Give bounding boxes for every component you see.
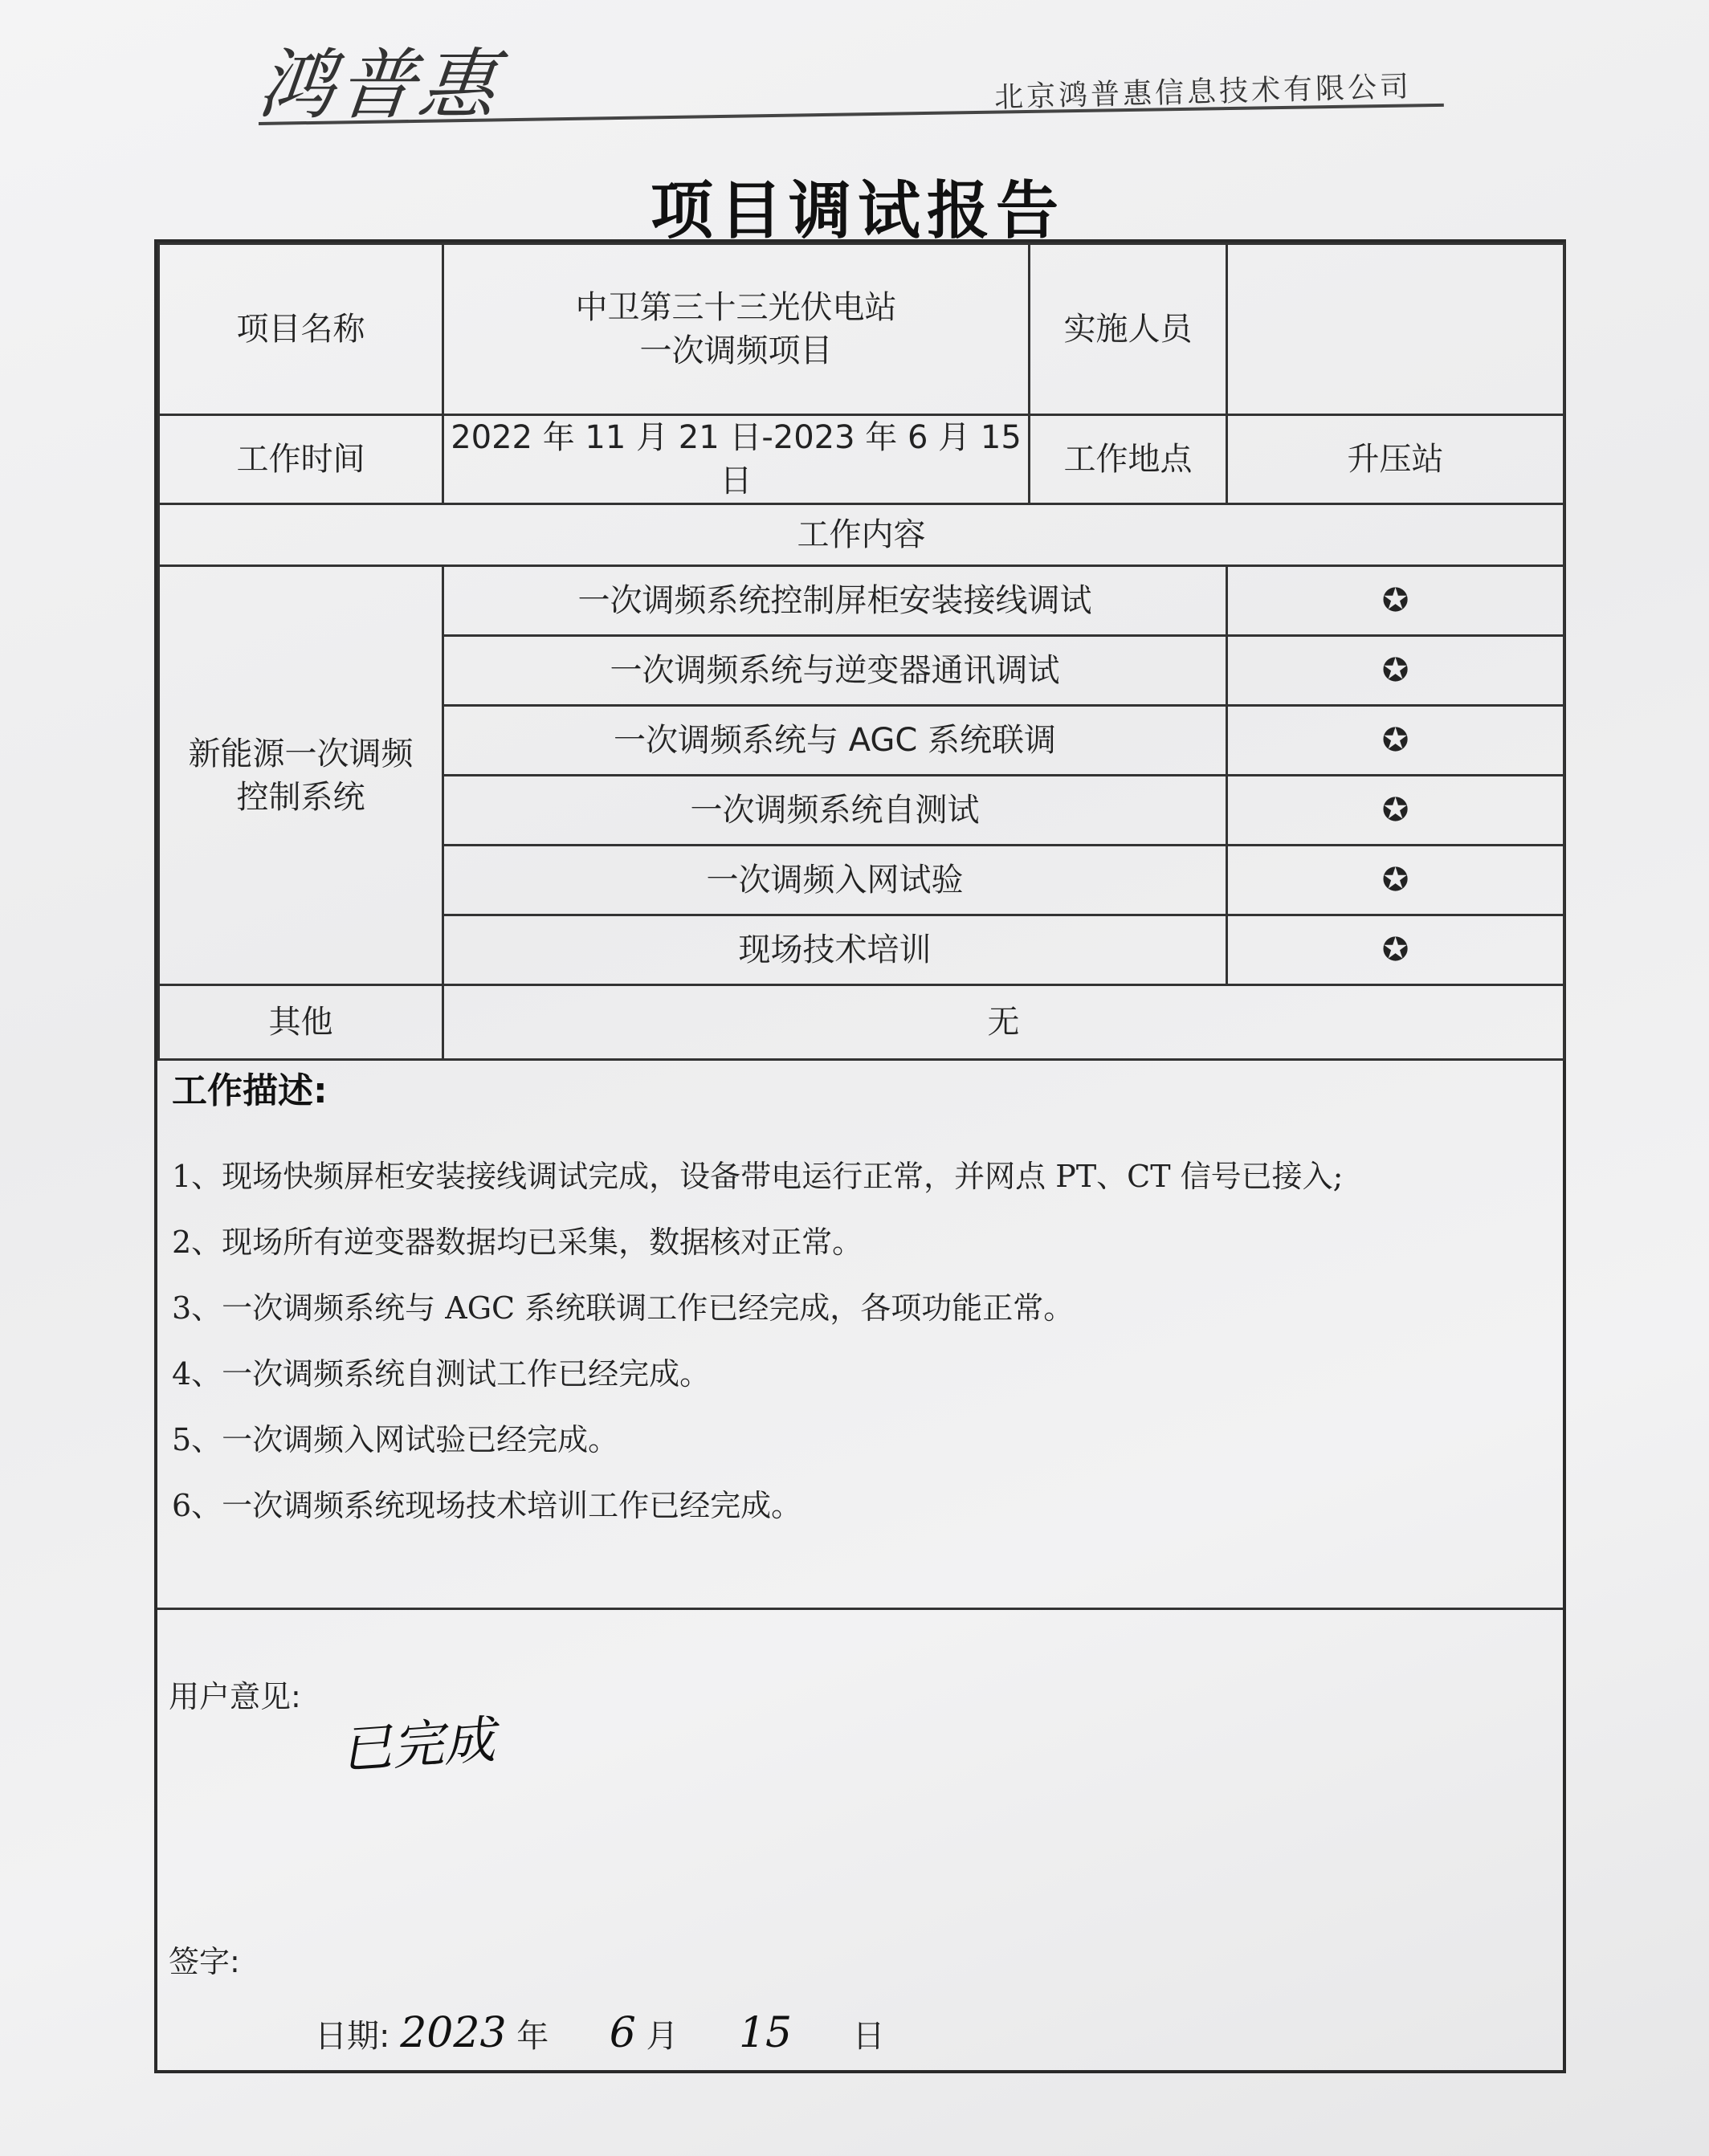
description-line: 1、现场快频屏柜安装接线调试完成，设备带电运行正常，并网点 PT、CT 信号已接入; <box>172 1159 1344 1194</box>
system-label-line2: 控制系统 <box>236 778 365 816</box>
work-time-row <box>159 415 1564 504</box>
system-item: 现场技术培训 <box>443 915 1227 985</box>
system-item-row <box>159 566 1564 636</box>
section-divider <box>157 1608 1563 1610</box>
project-name-row <box>159 244 1564 415</box>
system-item: 一次调频系统与逆变器通讯调试 <box>443 636 1227 706</box>
system-item: 一次调频入网试验 <box>443 846 1227 915</box>
description-line: 2、现场所有逆变器数据均已采集，数据核对正常。 <box>172 1225 863 1260</box>
date-year: 2023 <box>400 2009 507 2057</box>
work-time-value: 2022 年 11 月 21 日-2023 年 6 月 15 日 <box>443 415 1030 504</box>
work-description <box>172 1062 1553 1539</box>
work-content-header-row <box>159 504 1564 566</box>
other-value: 无 <box>443 985 1564 1060</box>
date-month-unit: 月 <box>646 2018 679 2055</box>
check-mark-icon: ✪ <box>1227 846 1564 915</box>
system-item: 一次调频系统自测试 <box>443 776 1227 846</box>
signature-label: 签字: <box>169 1944 240 1979</box>
other-label: 其他 <box>159 985 443 1060</box>
company-name: 北京鸿普惠信息技术有限公司 <box>993 70 1413 115</box>
work-time-label: 工作时间 <box>159 415 443 504</box>
work-content-header: 工作内容 <box>159 504 1564 566</box>
other-row <box>159 985 1564 1060</box>
page-title: 项目调试报告 <box>650 175 1065 247</box>
check-mark-icon: ✪ <box>1227 706 1564 776</box>
description-line: 6、一次调频系统现场技术培训工作已经完成。 <box>172 1488 802 1523</box>
implementer-value <box>1227 244 1564 415</box>
system-label-cell <box>159 566 443 985</box>
date-label: 日期: <box>315 2018 390 2055</box>
date-day: 15 <box>738 2009 793 2057</box>
date-row <box>315 2009 885 2057</box>
system-item: 一次调频系统与 AGC 系统联调 <box>443 706 1227 776</box>
description-line: 4、一次调频系统自测试工作已经完成。 <box>172 1356 711 1392</box>
work-place-label: 工作地点 <box>1030 415 1227 504</box>
report-form <box>154 239 1566 2073</box>
date-year-unit: 年 <box>516 2018 549 2055</box>
project-name-label: 项目名称 <box>159 244 443 415</box>
project-name-line1: 中卫第三十三光伏电站 <box>575 289 897 326</box>
description-line: 5、一次调频入网试验已经完成。 <box>172 1422 619 1457</box>
check-mark-icon: ✪ <box>1227 915 1564 985</box>
company-logo: 鸿普惠 <box>253 40 504 130</box>
project-name-line2: 一次调频项目 <box>639 332 833 369</box>
date-month: 6 <box>609 2009 636 2057</box>
date-day-unit: 日 <box>852 2018 885 2055</box>
info-table <box>157 242 1565 1061</box>
check-mark-icon: ✪ <box>1227 566 1564 636</box>
system-item: 一次调频系统控制屏柜安装接线调试 <box>443 566 1227 636</box>
system-label-line1: 新能源一次调频 <box>188 735 414 772</box>
work-place-value: 升压站 <box>1227 415 1564 504</box>
implementer-label: 实施人员 <box>1030 244 1227 415</box>
description-title: 工作描述: <box>172 1070 328 1111</box>
user-opinion-label: 用户意见: <box>169 1679 301 1714</box>
description-line: 3、一次调频系统与 AGC 系统联调工作已经完成，各项功能正常。 <box>172 1290 1075 1326</box>
project-name-cell <box>443 244 1030 415</box>
user-opinion-handwriting: 已完成 <box>339 1710 497 1781</box>
check-mark-icon: ✪ <box>1227 636 1564 706</box>
check-mark-icon: ✪ <box>1227 776 1564 846</box>
